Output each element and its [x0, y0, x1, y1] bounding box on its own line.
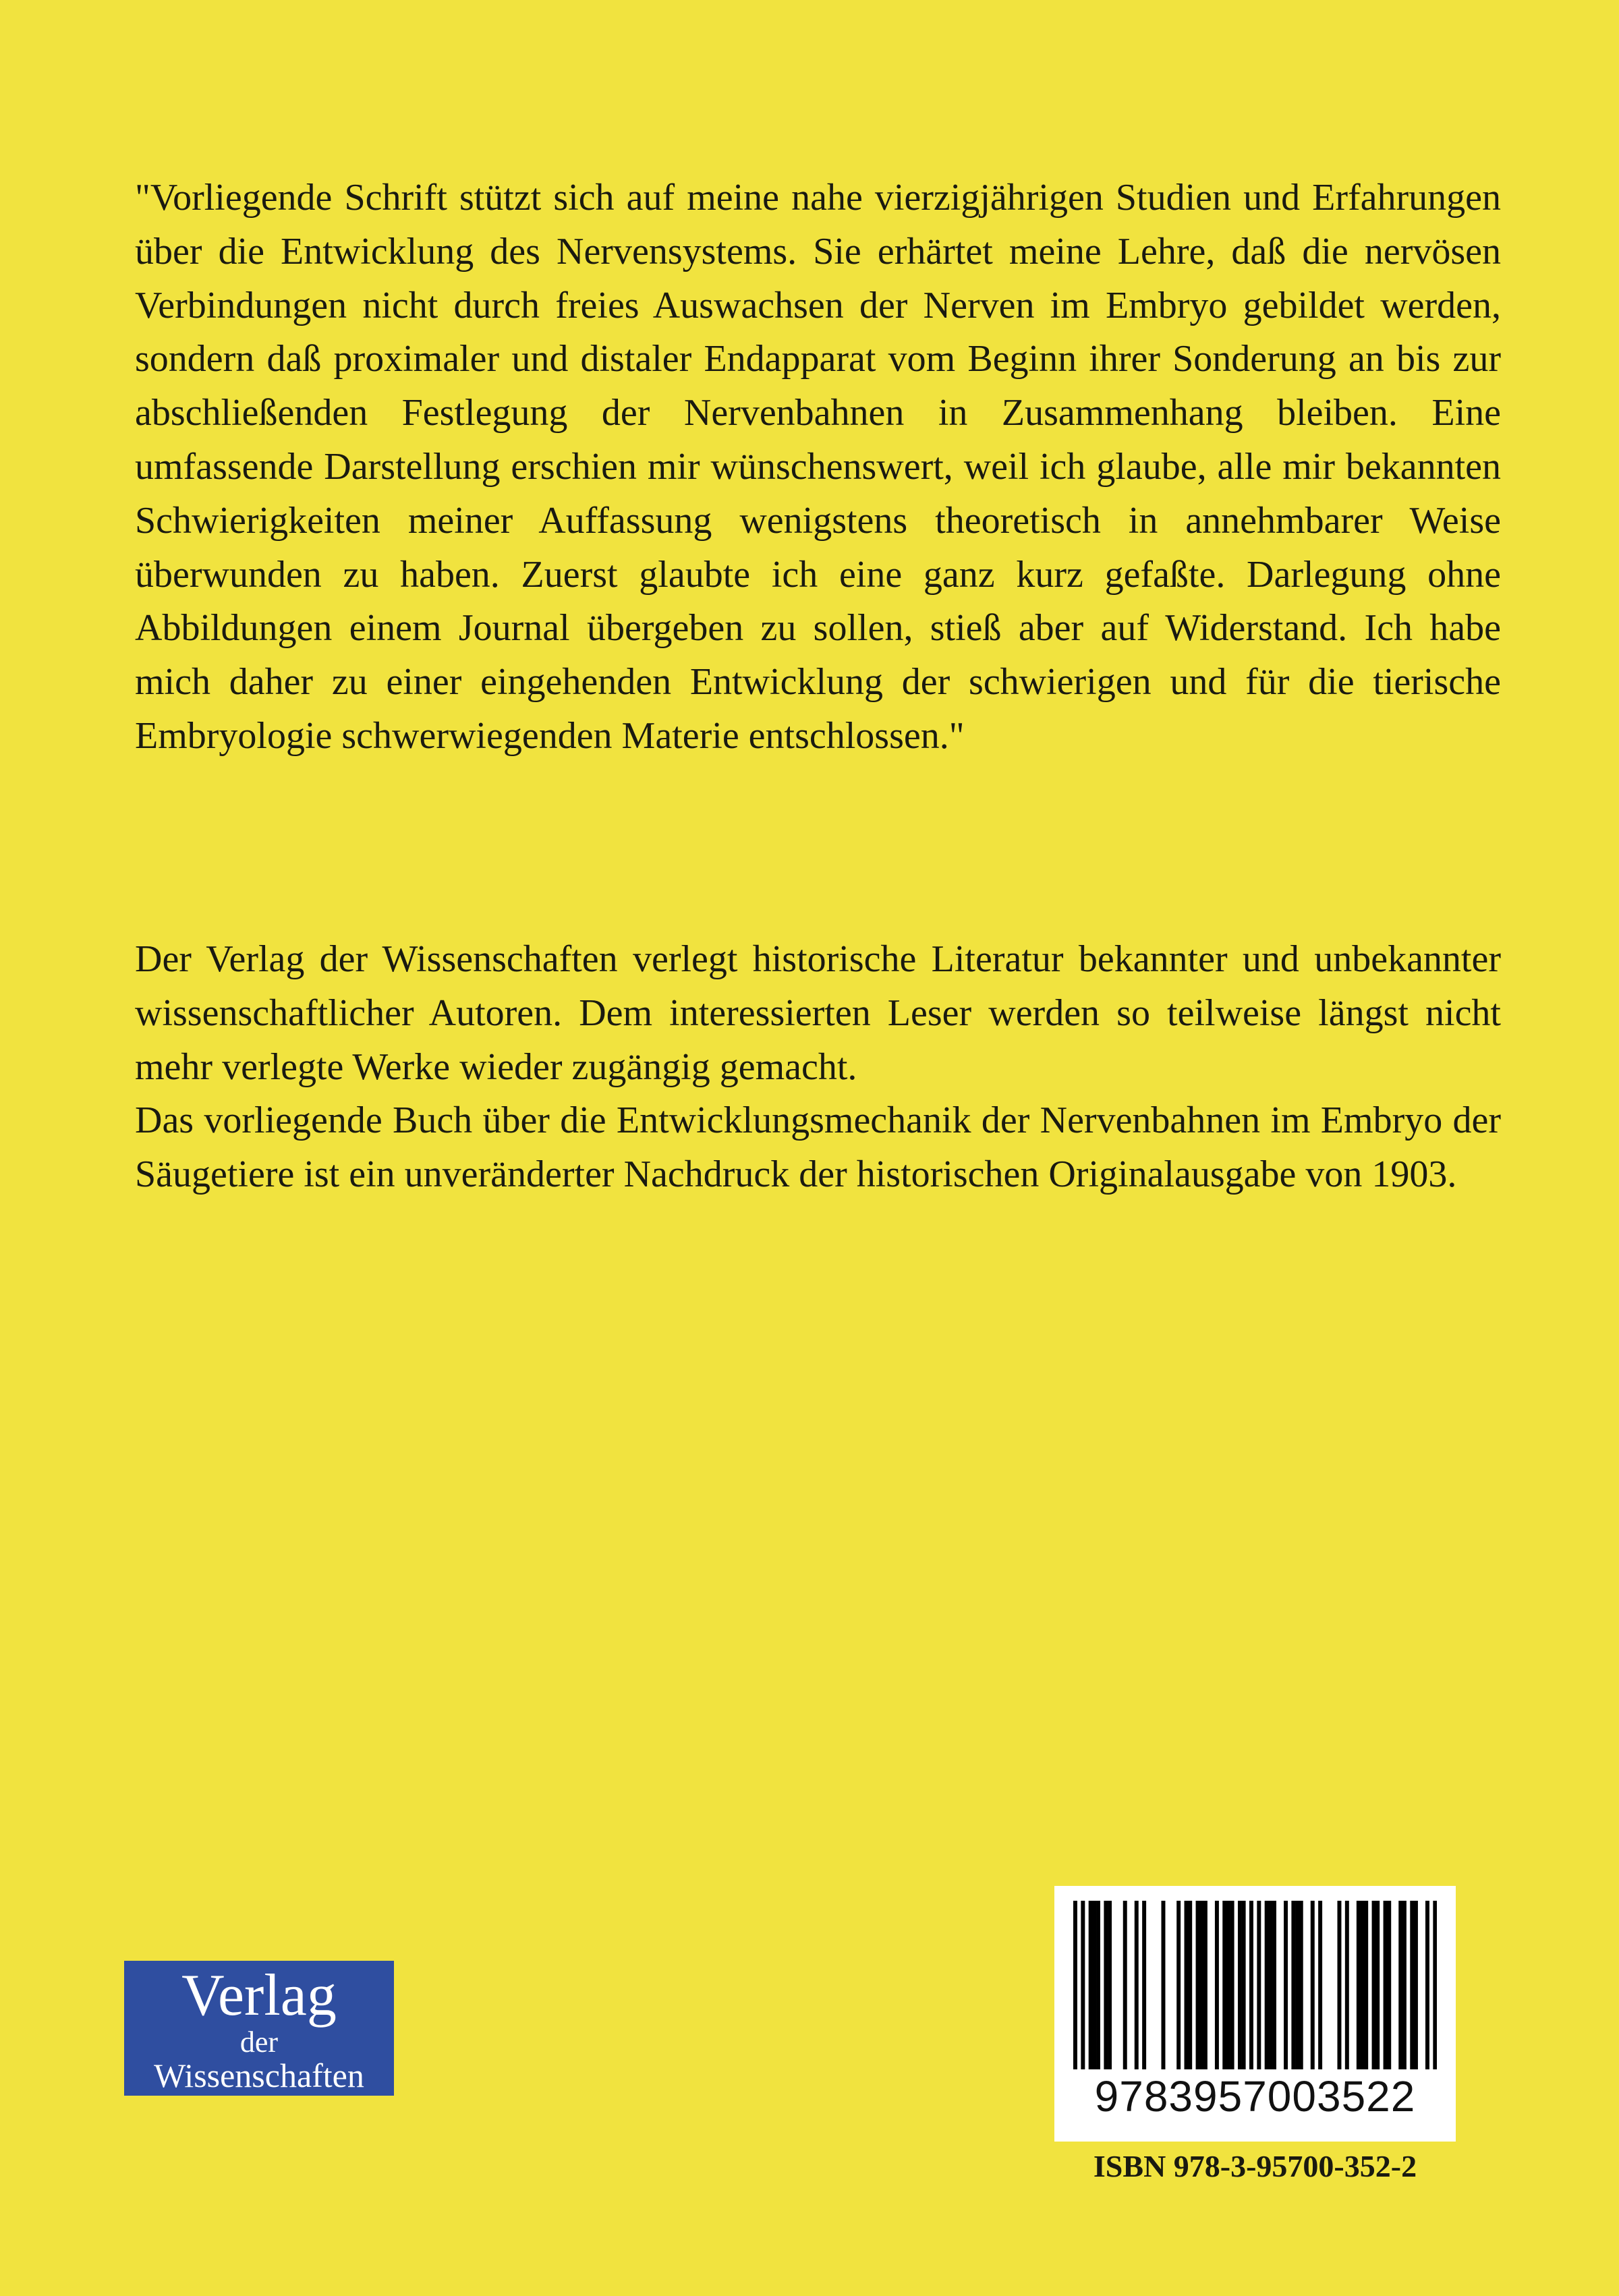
barcode-bar: [1123, 1901, 1127, 2069]
barcode-bar: [1108, 1901, 1112, 2069]
barcode-bar: [1272, 1901, 1276, 2069]
logo-line-verlag: Verlag: [181, 1963, 337, 2028]
barcode-bar: [1135, 1901, 1139, 2069]
barcode-bar: [1299, 1901, 1303, 2069]
barcode-bar: [1284, 1901, 1288, 2069]
barcode-bar: [1257, 1901, 1261, 2069]
barcode-bar: [1414, 1901, 1418, 2069]
barcode-bar: [1188, 1901, 1192, 2069]
barcode-bar: [1096, 1901, 1100, 2069]
logo-line-der: der: [239, 2026, 279, 2059]
barcode: [1054, 1886, 1456, 2142]
barcode-bar: [1104, 1901, 1108, 2069]
barcode-bar: [1161, 1901, 1165, 2069]
barcode-bar: [1176, 1901, 1181, 2069]
publisher-logo: [124, 1961, 394, 2096]
barcode-icon: [1073, 1901, 1437, 2069]
barcode-bar: [1387, 1901, 1391, 2069]
barcode-bar: [1238, 1901, 1242, 2069]
barcode-bar: [1265, 1901, 1269, 2069]
barcode-bar: [1372, 1901, 1376, 2069]
barcode-bar: [1318, 1901, 1322, 2069]
barcode-bar: [1203, 1901, 1208, 2069]
barcode-bar: [1425, 1901, 1429, 2069]
barcode-bar: [1357, 1901, 1361, 2069]
barcode-bar: [1402, 1901, 1407, 2069]
barcode-bar: [1222, 1901, 1226, 2069]
barcode-bar: [1249, 1901, 1253, 2069]
barcode-bar: [1226, 1901, 1230, 2069]
barcode-bar: [1345, 1901, 1349, 2069]
barcode-bar: [1410, 1901, 1414, 2069]
barcode-bar: [1433, 1901, 1437, 2069]
cover-quote: "Vorliegende Schrift stützt sich auf meine nahe vierzigjährigen Studien und Erfahrungen über die Entwicklung des Nervensystems. Sie erhärtet meine Lehre, daß die nervösen Verbindungen nicht durch freies Auswachsen der Nerven im Embryo gebildet werden, sondern daß proximaler und distaler Endapparat vom Beginn ihrer Sonderung an bis zur abschließenden Festlegung der Nervenbahnen in Zusammenhang bleiben. Eine umfassende Darstellung erschien mir wünschenswert, weil ich glaube, alle mir bekannten Schwierigkeiten meiner Auffassung wenigstens theoretisch in annehmbarer Weise überwunden zu haben. Zuerst glaubte ich eine ganz kurz gefaßte. Darlegung ohne Abbildungen einem Journal übergeben zu sollen, stieß aber auf Widerstand. Ich habe mich daher zu einer eingehenden Entwicklung der schwierigen und für die tierische Embryologie schwerwiegenden Materie entschlossen.": [135, 177, 1501, 757]
barcode-bar: [1089, 1901, 1093, 2069]
isbn-label: ISBN 978-3-95700-352-2: [1093, 2149, 1417, 2183]
publisher-paragraph-2: Das vorliegende Buch über die Entwicklungsmechanik der Nervenbahnen im Embryo der Säugetiere ist ein unveränderter Nachdruck der historischen Originalausgabe von 1903.: [135, 1099, 1501, 1196]
barcode-bar: [1268, 1901, 1272, 2069]
barcode-bar: [1311, 1901, 1315, 2069]
barcode-bar: [1081, 1901, 1085, 2069]
barcode-bar: [1384, 1901, 1388, 2069]
barcode-bar: [1199, 1901, 1203, 2069]
barcode-bar: [1295, 1901, 1299, 2069]
barcode-bar: [1142, 1901, 1146, 2069]
barcode-bar: [1073, 1901, 1077, 2069]
publisher-paragraph-1: Der Verlag der Wissenschaften verlegt historische Literatur bekannter und unbekannter wissenschaftlicher Autoren. Dem interessierten Leser werden so teilweise längst nicht mehr verlegte Werke wieder zugängig gemacht.: [135, 938, 1501, 1088]
barcode-bar: [1242, 1901, 1246, 2069]
logo-line-wissenschaften: Wissenschaften: [154, 2057, 364, 2094]
barcode-bar: [1291, 1901, 1295, 2069]
publisher-description: [135, 933, 1501, 1202]
barcode-bar: [1185, 1901, 1189, 2069]
barcode-bar: [1337, 1901, 1341, 2069]
barcode-bar: [1361, 1901, 1365, 2069]
barcode-bar: [1230, 1901, 1234, 2069]
barcode-digits: 9783957003522: [1094, 2072, 1416, 2121]
barcode-bar: [1375, 1901, 1380, 2069]
barcode-bar: [1364, 1901, 1368, 2069]
barcode-bar: [1398, 1901, 1402, 2069]
barcode-bar: [1215, 1901, 1219, 2069]
barcode-bar: [1196, 1901, 1200, 2069]
barcode-bar: [1092, 1901, 1096, 2069]
